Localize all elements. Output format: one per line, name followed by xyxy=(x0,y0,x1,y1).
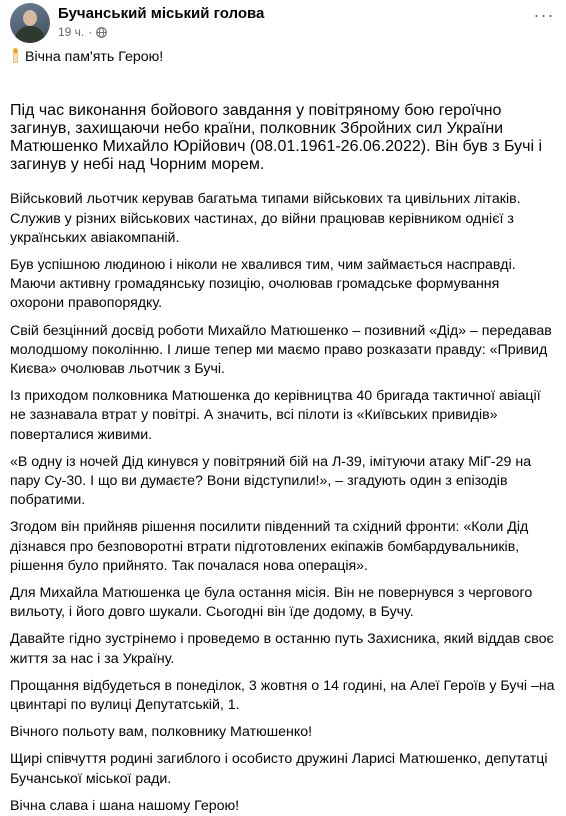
post-paragraph: «В одну із ночей Дід кинувся у повітряний бій на Л-39, імітуючи атаку МіГ-29 на пару Су-30. І що ви думаєте? Вони відступили!», – згадують один з епізодів побратими. xyxy=(10,453,532,509)
post-content xyxy=(10,48,556,816)
avatar-head-shape xyxy=(23,10,37,26)
paragraph-text: Вічна слава і шана нашому Герою! xyxy=(10,797,240,814)
post-header xyxy=(10,0,556,46)
ukraine-flag-icon xyxy=(241,799,257,811)
post-paragraph: Згодом він прийняв рішення посилити південний та східний фронти: «Коли Дід дізнався про безповоротні втрати підготовлених екіпажів бомбардувальників, рішення було прийнято. Так почалася нова операція». xyxy=(10,519,529,574)
post-paragraph: Прощання відбудеться в понеділок, 3 жовтня о 14 годині, на Алеї Героїв у Бучі –на цвинтарі по вулиці Депутатській, 1. xyxy=(10,677,555,714)
paragraph-text: Вічна пам'ять Герою! xyxy=(25,49,164,65)
ukraine-flag-icon xyxy=(10,77,26,89)
post-paragraph xyxy=(10,75,556,94)
post-paragraph: Із приходом полковника Матюшенка до керівництва 40 бригада тактичної авіації не зазнавала втрат у повітрі. А значить, всі пілоти із «Київських привидів» поверталися живими. xyxy=(10,388,541,443)
author-name[interactable]: Бучанський міський голова xyxy=(58,5,265,22)
avatar-body-shape xyxy=(15,26,45,43)
post-time-row xyxy=(58,24,264,40)
more-options-icon[interactable]: ··· xyxy=(533,5,555,25)
post-paragraph: Вічного польоту вам, полковнику Матюшенко! xyxy=(10,724,313,741)
post-paragraph: Військовий льотчик керував багатьма типами військових та цивільних літаків. Служив у різних військових частинах, до війни працював керівником однієї з українських авіакомпаній. xyxy=(10,191,521,246)
candle-icon xyxy=(10,48,21,63)
separator-dot: · xyxy=(88,25,93,39)
post-paragraph: Для Михайла Матюшенка це була остання місія. Він не повернувся з чергового вильоту, і його довго шукали. Сьогодні він їде додому, в Бучу. xyxy=(10,585,533,621)
post-timestamp[interactable]: 19 ч. xyxy=(58,25,85,39)
post-paragraph: Давайте гідно зустрінемо і проведемо в останню путь Захисника, який віддав своє життя за нас і за Україну. xyxy=(10,631,554,667)
post-paragraph xyxy=(10,797,556,816)
post-meta xyxy=(58,2,264,40)
globe-icon[interactable] xyxy=(96,27,107,38)
paragraph-text: Під час виконання бойового завдання у повітряному бою героїчно загинув, захищаючи небо країни, полковник Збройних сил України Матюшенко Михайло Юрійович (08.01.1961-26.06.2022). Він був з Бучі і загинув у небі над Чорним морем. xyxy=(10,102,543,174)
avatar[interactable] xyxy=(10,3,50,43)
post-paragraph: Був успішною людиною і ніколи не хвалився тим, чим займається насправді. Маючи активну громадянську позицію, очолював громадське формування охорони правопорядку. xyxy=(10,257,516,312)
post-paragraph xyxy=(10,48,556,67)
post-paragraph: Свій безцінний досвід роботи Михайло Матюшенко – позивний «Дід» – передавав молодшому поколінню. І лише тепер ми маємо право розказати правду: «Привид Києва» очолював льотчик з Бучі. xyxy=(10,322,552,378)
post-paragraph: Щирі співчуття родині загиблого і особисто дружині Ларисі Матюшенко, депутатці Бучанської міської ради. xyxy=(10,751,548,787)
